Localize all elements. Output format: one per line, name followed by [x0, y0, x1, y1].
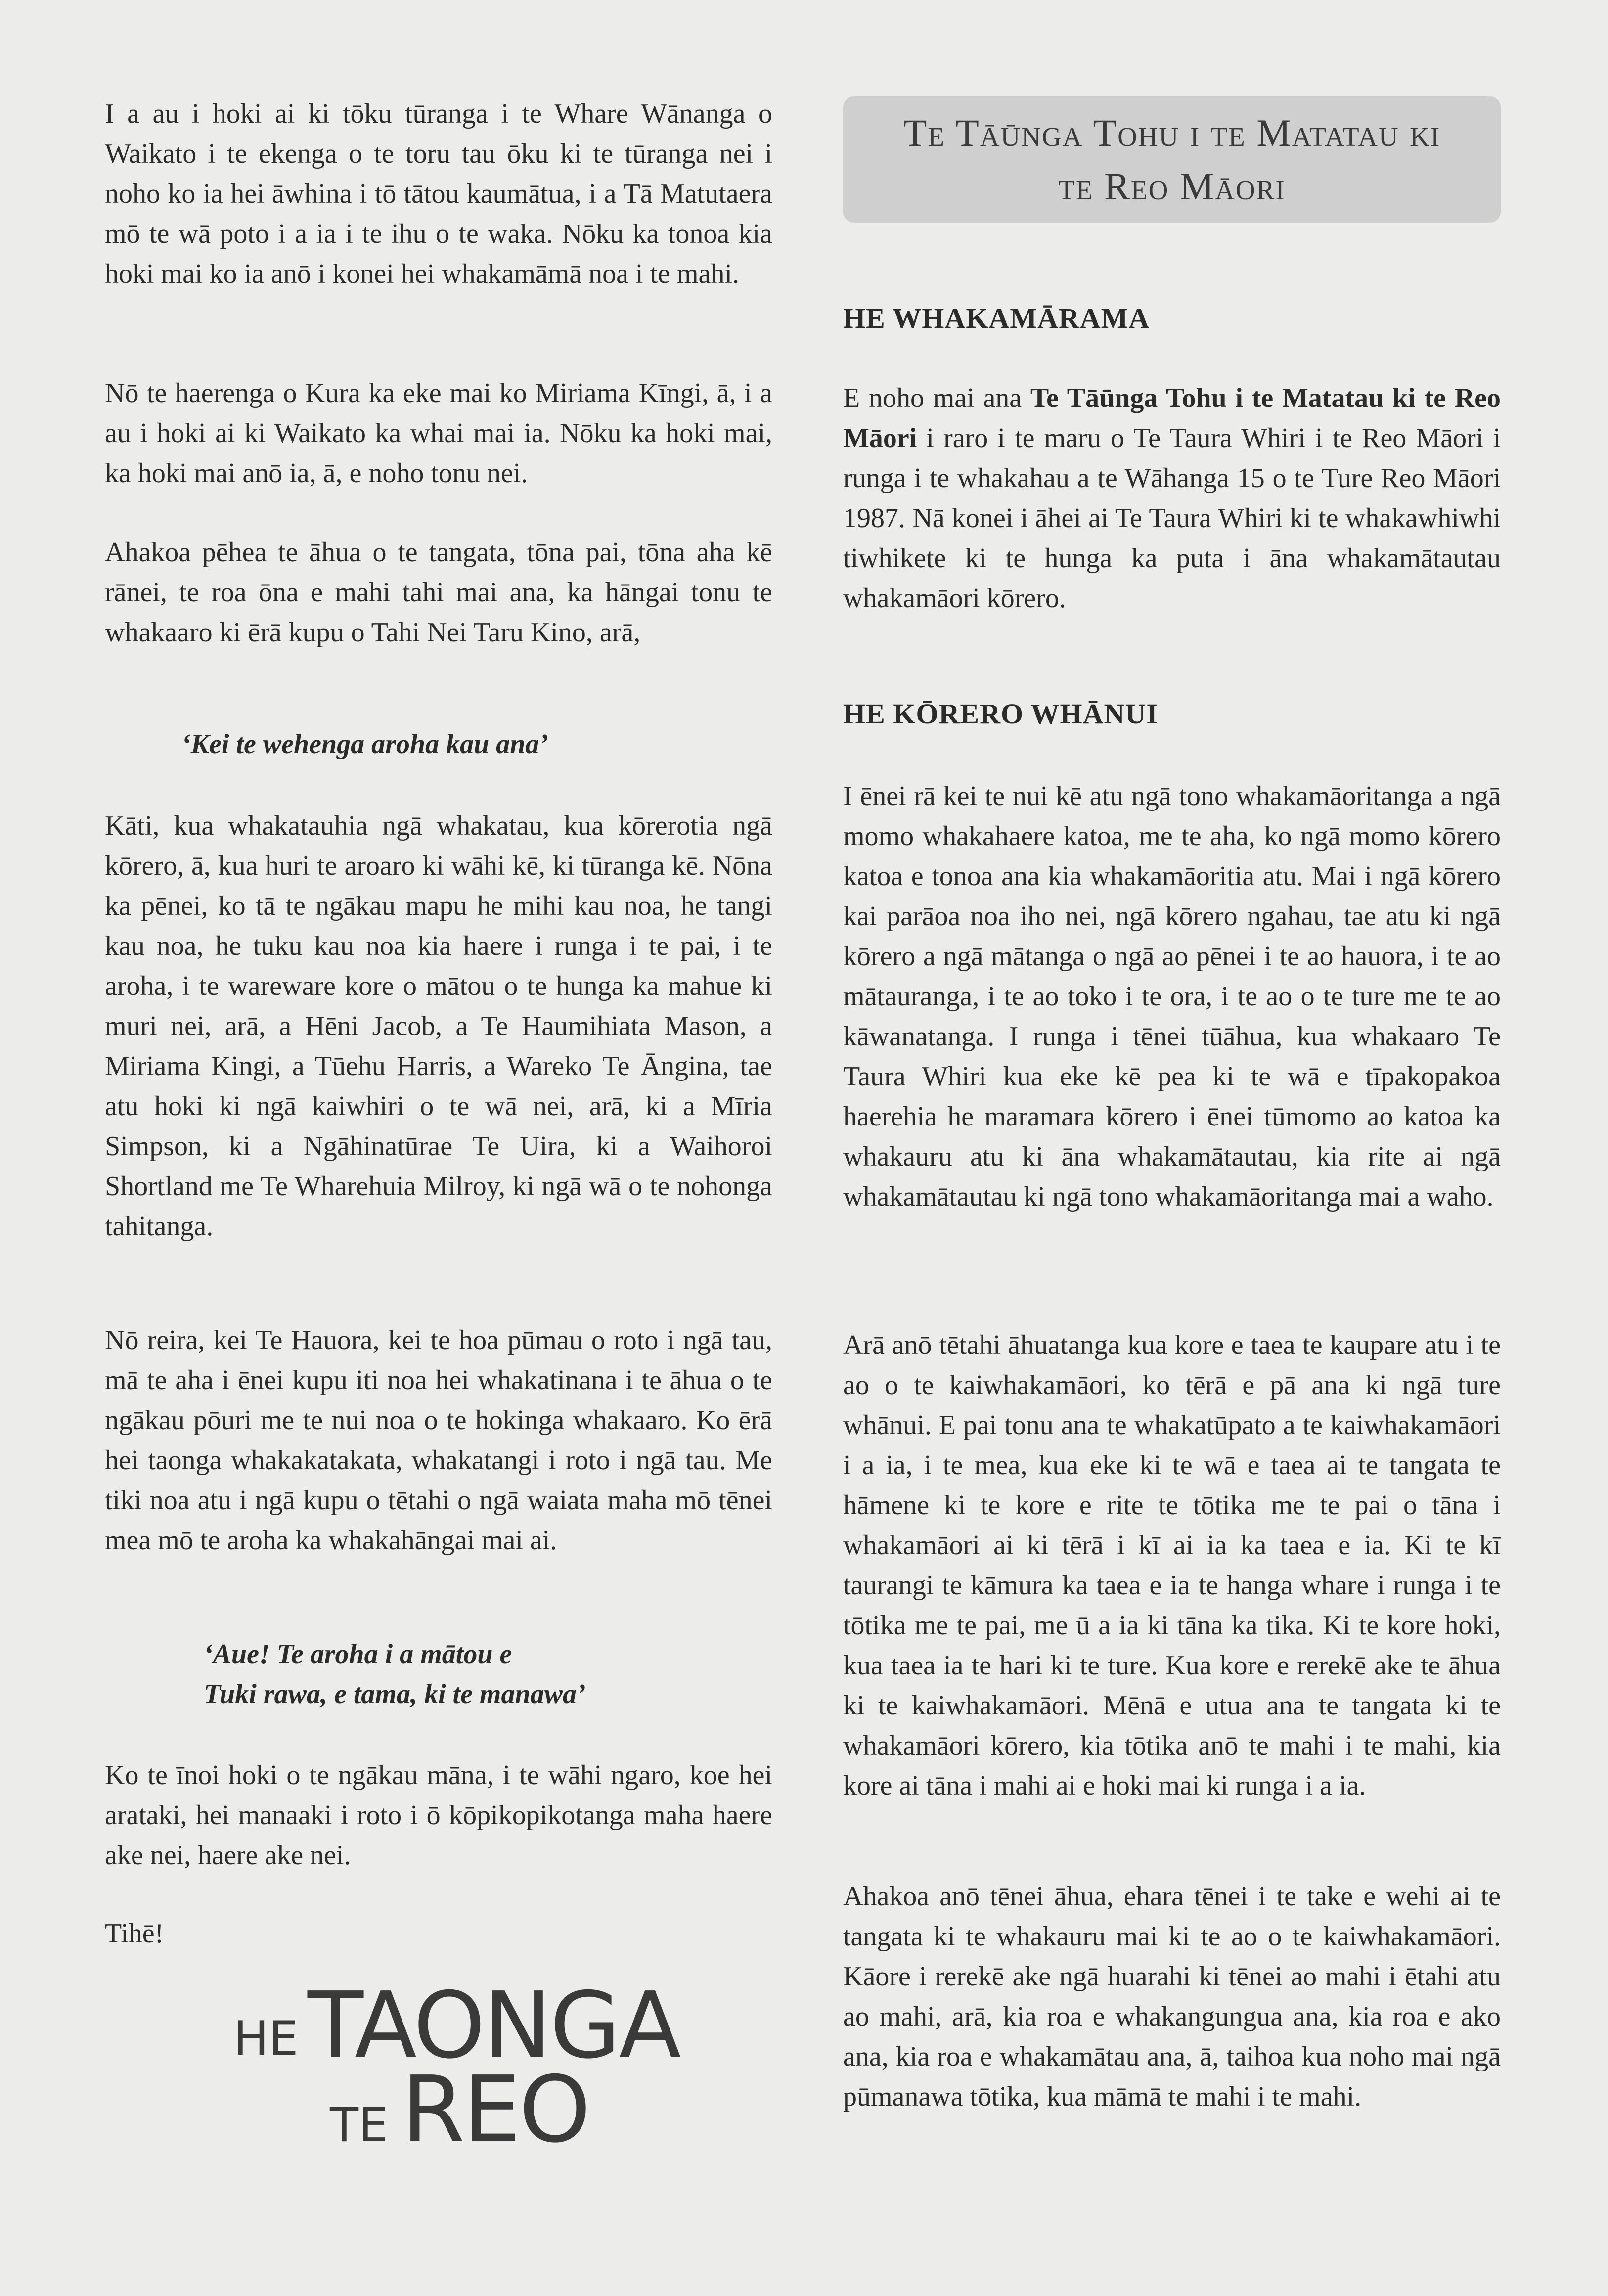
left-paragraph-5: Kāti, kua whakatauhia ngā whakatau, kua kōrerotia ngā kōrero, ā, kua huri te aroaro ki wāhi kē, ki tūranga kē. Nōna ka pēnei, ko tā te ngākau mapu he mihi kau noa, he tangi kau noa, he tuku kau noa kia haere i runga i te pai, i te aroha, i te wareware kore o mātou o te hunga ka mahue ki muri nei, arā, a Hēni Jacob, a Te Haumihiata Mason, a Miriama Kingi, a Tūehu Harris, a Wareko Te Āngina, tae atu hoki ki ngā kaiwhiri o te wā nei, arā, ki a Mīria Simpson, ki a Ngāhinatūrae Te Uira, ki a Waihoroi Shortland me Te Wharehuia Milroy, ki ngā wā o te nohonga tahitanga. [105, 810, 772, 1242]
title-banner [843, 96, 1501, 223]
page-title [903, 106, 1440, 213]
logo-te: TE [330, 2098, 389, 2153]
right-paragraph-3: Arā anō tētahi āhuatanga kua kore e taea te kaupare atu i te ao o te kaiwhakamāori, ko tērā e pā ana ki ngā ture whānui. E pai tonu ana te whakatūpato a te kaiwhakamāori i a ia, i te mea, kua eke ki te wā e taea ai te tangata te hāmene ki te kore e rite te tōtika me te pai o tāna i whakamāori ai ki tērā i kī ai ia ka taea e ia. Ki te kī taurangi te kāmura ka taea e ia te hanga whare i runga i te tōtika me te pai, me ū a ia ki tāna ka tika. Ki te kore hoki, kua taea ia te hari ki te ture. Kua kore e rerekē ake te āhua ki te kaiwhakamāori. Mēnā e utua ana te tangata ki te whakamāori kōrero, kia tōtika anō te mahi i te mahi, kia kore ai tāna i mahi ai e hoki mai ki runga i a ia. [843, 1330, 1501, 1801]
p1-after: i raro i te maru o Te Taura Whiri i te Reo Māori i runga i te whakahau a te Wāhanga 15 o te Ture Reo Māori 1987. Nā konei i āhei ai Te Taura Whiri ki te whakawhiwhi tiwhikete ki te hunga ka puta i āna whakamātautau whakamāori kōrero. [843, 423, 1501, 614]
title-line-1: Te Tāūnga Tohu i te Matatau ki [903, 111, 1441, 154]
right-paragraph-4: Ahakoa anō tēnei āhua, ehara tēnei i te take e wehi ai te tangata ki te whakauru mai ki te ao o te kaiwhakamāori. Kāore i rerekē ake ngā huarahi ki tēnei ao mahi i ētahi atu ao mahi, arā, kia roa e whakangungua ana, kia roa e ako ana, kia roa e whakamātau ana, ā, taihoa kua noho mai ngā pūmanawa tōtika, kua māmā te mahi i te mahi. [843, 1881, 1501, 2112]
left-paragraph-8: Ko te īnoi hoki o te ngākau māna, i te wāhi ngaro, koe hei arataki, hei manaaki i roto i ō kōpikopikotanga maha haere ake nei, haere ake nei. [105, 1760, 772, 1871]
logo-reo: REO [402, 2056, 589, 2159]
quote-2-line-1: ‘Aue! Te aroha i a mātou e [204, 1639, 512, 1669]
p1-bold-name: Te Tāūnga Tohu i te Matatau ki te Reo Māori [843, 383, 1501, 453]
quote-2-line-2: Tuki rawa, e tama, ki te manawa’ [204, 1679, 586, 1710]
logo-he: HE [233, 2012, 299, 2066]
right-paragraph-2: I ēnei rā kei te nui kē atu ngā tono whakamāoritanga a ngā momo whakahaere katoa, me te aha, ko ngā momo kōrero katoa e tonoa ana kia whakamāoritia atu. Mai i ngā kōrero kai parāoa noa iho nei, ngā kōrero ngahau, tae atu ki ngā kōrero a ngā mātanga o ngā ao pēnei i te ao hauora, i te ao mātauranga, i te ao toko i te ora, i te ao o te ture me te ao kāwanatanga. I runga i tēnei tūāhua, kua whakaaro Te Taura Whiri kua eke kē pea ki te wā e tīpakopakoa haerehia he maramara kōrero i ēnei tūmomo ao katoa ka whakauru atu ki āna whakamātautau, kia rite ai ngā whakamātautau ki ngā tono whakamāoritanga mai a waho. [843, 781, 1501, 1212]
left-paragraph-6: Nō reira, kei Te Hauora, kei te hoa pūmau o roto i ngā tau, mā te aha i ēnei kupu iti noa hei whakatinana i te āhua o te ngākau pōuri me te nui noa o te hokinga whakaaro. Ko ērā hei taonga whakakatakata, whakatangi i roto i ngā tau. Me tiki noa atu i ngā kupu o tētahi o ngā waiata maha mō tēnei mea mō te aroha ka whakahāngai mai ai. [105, 1325, 772, 1556]
left-paragraph-2: Nō te haerenga o Kura ka eke mai ko Miriama Kīngi, ā, i a au i hoki ai ki Waikato ka whai mai ia. Nōku ka hoki mai, ka hoki mai anō ia, ā, e noho tonu nei. [105, 378, 772, 489]
right-paragraph-1 [843, 378, 1501, 619]
left-paragraph-3: Ahakoa pēhea te āhua o te tangata, tōna pai, tōna aha kē rānei, te roa ōna e mahi tahi mai ana, ka hāngai tonu te whakaaro ki ērā kupu o Tahi Nei Taru Kino, arā, [105, 537, 772, 648]
title-line-2: te Reo Māori [1058, 164, 1286, 208]
quote-1: ‘Kei te wehenga aroha kau ana’ [181, 729, 549, 760]
left-paragraph-1: I a au i hoki ai ki tōku tūranga i te Whare Wānanga o Waikato i te ekenga o te toru tau ōku ki te tūranga nei i noho ko ia hei āwhina i tō tātou kaumātua, i a Tā Matutaera mō te wā poto i a ia i te ihu o te waka. Nōku ka tonoa kia hoki mai ko ia anō i konei hei whakamāmā noa i te mahi. [105, 98, 772, 289]
signoff: Tihē! [105, 1918, 164, 1949]
p1-before: E noho mai ana [843, 383, 1030, 413]
quote-2 [204, 1634, 772, 1714]
heading-whakamarama: HE WHAKAMĀRAMA [843, 302, 1150, 334]
he-taonga-te-reo-logo [233, 1971, 728, 2159]
heading-korero-whanui: HE KŌRERO WHĀNUI [843, 698, 1158, 730]
logo-taonga: TAONGA [308, 1972, 679, 2079]
